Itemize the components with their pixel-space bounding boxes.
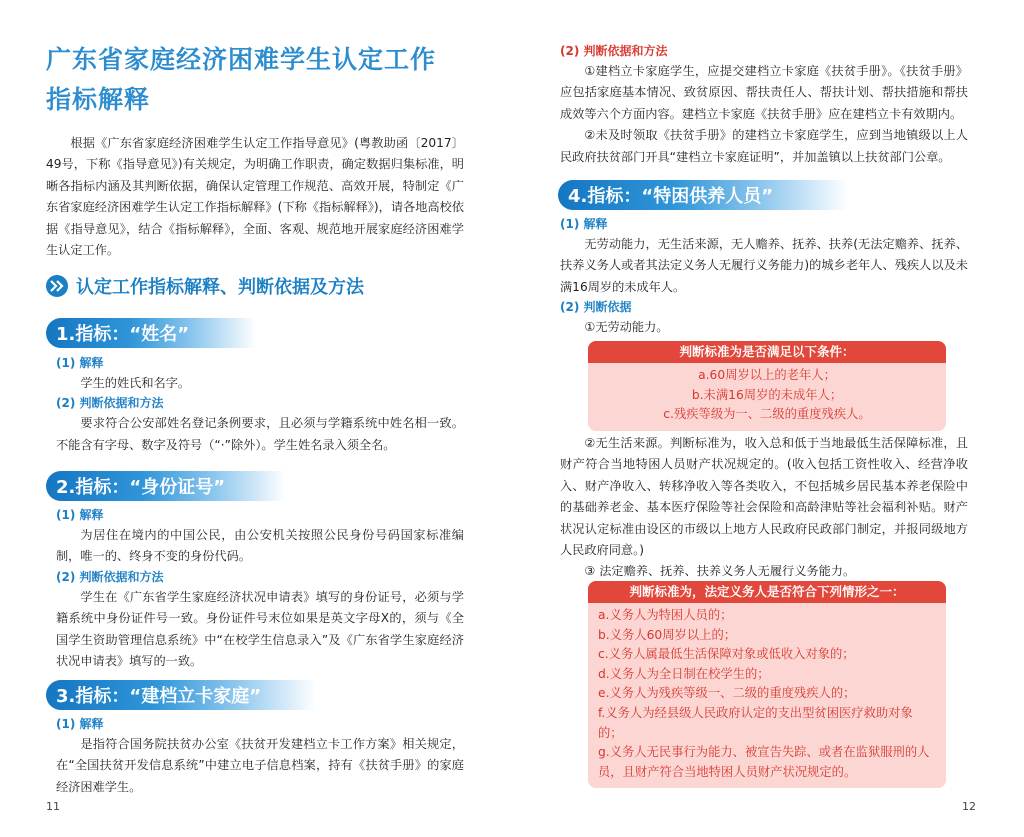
criteria-item: c.残疾等级为一、二级的重度残疾人。 [663,407,871,422]
indicator-1-banner: 1.指标：“姓名” [46,318,256,348]
criteria-box-1 [588,341,946,431]
indicator-4-text-1: 无劳动能力，无生活来源，无人赡养、抚养、扶养(无法定赡养、抚养、扶养义务人或者其法定义务人无履行义务能力)的城乡老年人、残疾人以及未满16周岁的未成年人。 [560,237,968,294]
criteria-box-2 [588,581,946,788]
title-line-2: 指标解释 [46,85,151,114]
indicator-3-continued [560,42,968,168]
indicator-4-sub-1: (1) 解释 [560,217,608,231]
indicator-2-banner: 2.指标：“身份证号” [46,471,286,501]
indicator-4-condition-2: ②无生活来源。判断标准为，收入总和低于当地最低生活保障标准，且财产符合当地特困人员财产状况规定的。(收入包括工资性收入、经营净收入、财产净收入、转移净收入等各类收入，不包括城乡居民基本养老保险中的基础养老金、基本医疗保险等社会保险和高龄津贴等社会福利补贴。财产状况认定标准由设区的市级以上地方人民政府民政部门制定，并报同级地方人民政府同意。) [560,436,968,558]
indicator-1-text-1: 学生的姓氏和名字。 [80,376,191,390]
indicator-3-text-b: ②未及时领取《扶贫手册》的建档立卡家庭学生，应到当地镇级以上人民政府扶贫部门开具“建档立卡家庭证明”，并加盖镇以上扶贫部门公章。 [560,128,968,164]
indicator-1-content [56,354,464,456]
indicator-4-sub-2: (2) 判断依据 [560,300,632,315]
criteria-item: a.60周岁以上的老年人； [698,368,836,382]
criteria-box-1-list [588,363,946,431]
indicator-3-sub-2: (2) 判断依据和方法 [560,44,668,58]
indicator-1-sub-2: (2) 判断依据和方法 [56,396,164,411]
criteria-item: g.义务人无民事行为能力、被宣告失踪、或者在监狱服刑的人员，且财产符合当地特困人员财产状况规定的。 [598,745,930,779]
criteria-item: f.义务人为经县级人民政府认定的支出型贫困医疗救助对象的； [598,705,913,740]
indicator-3-text-1: 是指符合国务院扶贫办公室《扶贫开发建档立卡工作方案》相关规定，在“全国扶贫开发信息系统”中建立电子信息档案，持有《扶贫手册》的家庭经济困难学生。 [56,737,464,794]
criteria-box-1-header: 判断标准为是否满足以下条件： [588,341,946,363]
criteria-item: c.义务人属最低生活保障对象或低收入对象的； [598,647,855,662]
indicator-4-banner: 4.指标：“特困供养人员” [558,180,848,210]
page-title [46,40,486,120]
indicator-2-content [56,506,464,672]
indicator-4-condition-3: ③ 法定赡养、抚养、扶养义务人无履行义务能力。 [584,564,856,579]
criteria-item: b.义务人60周岁以上的； [598,627,737,642]
indicator-1-sub-1: (1) 解释 [56,356,104,370]
criteria-item: b.未满16周岁的未成年人； [691,387,843,402]
indicator-2-text-2: 学生在《广东省学生家庭经济状况申请表》填写的身份证号，必须与学籍系统中身份证件号一致。身份证件号末位如果是英文字母X的，须与《全国学生资助管理信息系统》中“在校学生信息录入”及《广东省学生家庭经济状况申请表》填写的一致。 [56,589,464,669]
page-number-left: 11 [46,800,60,813]
indicator-2-sub-1: (1) 解释 [56,508,104,522]
criteria-item: a.义务人为特困人员的； [598,608,733,622]
indicator-3-text-a: ①建档立卡家庭学生，应提交建档立卡家庭《扶贫手册》。《扶贫手册》应包括家庭基本情况、致贫原因、帮扶责任人、帮扶计划、帮扶措施和帮扶成效等六个方面内容。建档立卡家庭《扶贫手册》应在建档立卡有效期内。 [560,64,968,121]
intro-paragraph: 根据《广东省家庭经济困难学生认定工作指导意见》(粤教助函〔2017〕49号，下称《指导意见》)有关规定，为明确工作职责，确定数据归集标准，明晰各指标内涵及其判断依据，确保认定管理工作规范、高效开展，特制定《广东省家庭经济困难学生认定工作指标解释》(下称《指标解释》)，请各地高校依据《指导意见》，结合《指标解释》，全面、客观、规范地开展家庭经济困难学生认定工作。 [46,136,464,258]
indicator-3-banner: 3.指标：“建档立卡家庭” [46,680,316,710]
page-number-right: 12 [962,800,976,813]
criteria-box-2-header: 判断标准为，法定义务人是否符合下列情形之一： [588,581,946,603]
indicator-4-content [560,215,968,339]
indicator-3-content [56,715,464,798]
indicator-2-sub-2: (2) 判断依据和方法 [56,569,164,584]
indicator-3-sub-1: (1) 解释 [56,717,104,731]
section-title: 认定工作指标解释、判断依据及方法 [76,277,364,298]
section-heading [46,273,364,299]
indicator-4-conditions [560,433,968,583]
criteria-item: d.义务人为全日制在校学生的； [598,666,770,681]
indicator-1-text-2: 要求符合公安部姓名登记条例要求，且必须与学籍系统中姓名相一致。不能含有字母、数字及符号（“·”除外）。学生姓名录入须全名。 [56,416,464,452]
title-line-1: 广东省家庭经济困难学生认定工作 [46,45,437,74]
criteria-item: e.义务人为残疾等级一、二级的重度残疾人的； [598,686,856,701]
double-chevron-right-icon [46,275,68,297]
indicator-2-text-1: 为居住在境内的中国公民，由公安机关按照公民身份号码国家标准编制，唯一的、终身不变的身份代码。 [56,528,464,564]
indicator-4-condition-1: ①无劳动能力。 [584,320,669,335]
criteria-box-2-list [588,603,946,788]
